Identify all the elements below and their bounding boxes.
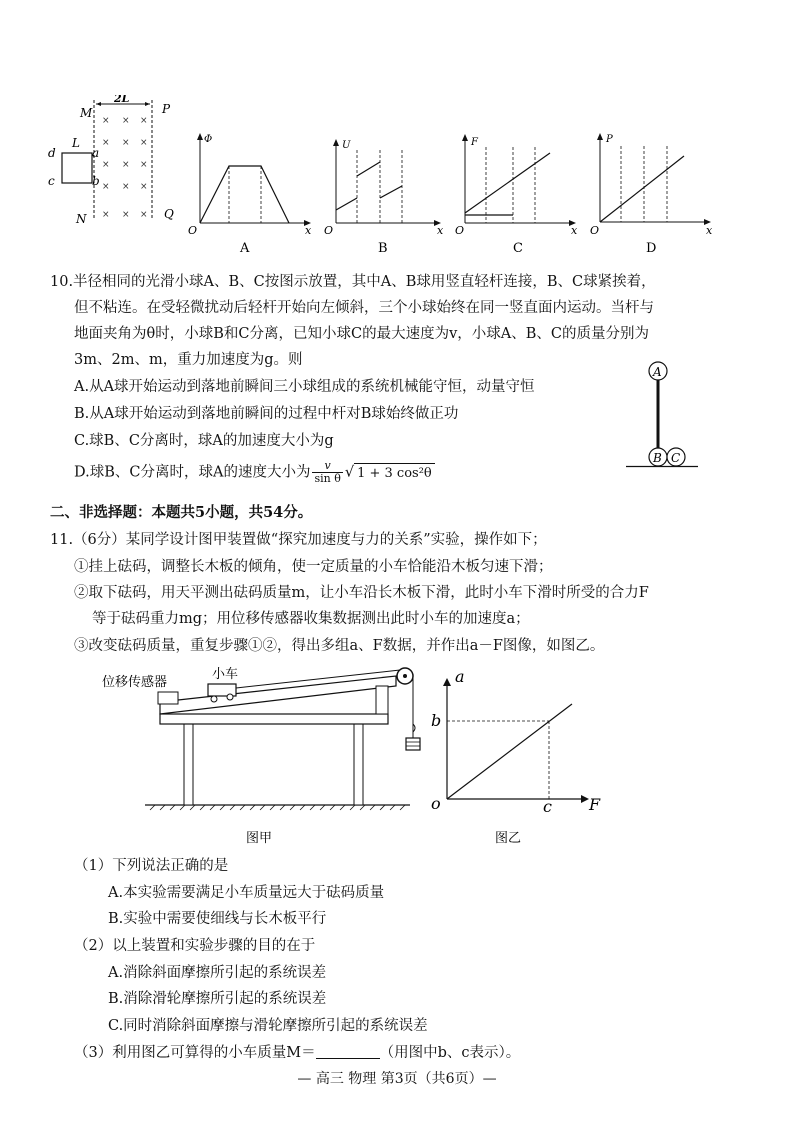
graph-d-origin: O [590,224,600,237]
svg-text:×: × [122,210,130,220]
q10-line-1: 10.半径相同的光滑小球A、B、C按图示放置，其中A、B球用竖直轻杆连接，B、C球紧挨着， [50,274,656,290]
graph-c-ylabel: F [471,137,478,148]
q11-part-2-option-c[interactable]: C.同时消除斜面摩擦与滑轮摩擦所引起的系统误差 [108,1018,428,1034]
svg-text:×: × [140,116,148,126]
yi-b-label: b [431,711,442,730]
svg-text:×: × [102,138,110,148]
svg-text:×: × [140,182,148,192]
q11-step-2a: ②取下砝码，用天平测出砝码质量m，让小车沿长木板下滑，此时小车下滑时所受的合力F [74,585,649,601]
q10-option-b[interactable]: B.从A球开始运动到落地前瞬间的过程中杆对B球始终做正功 [74,406,459,422]
q10-option-d-text: D.球B、C分离时，球A的速度大小为 [74,464,311,481]
svg-text:×: × [140,138,148,148]
svg-text:×: × [102,116,110,126]
graph-b-caption: B [378,241,388,256]
graph-a-caption: A [240,241,250,256]
graph-b-ylabel: U [342,140,351,151]
q11-part-3-suffix: （用图中b、c表示）。 [379,1045,521,1061]
figure-jia-caption: 图甲 [246,831,273,846]
graph-a-origin: O [188,224,198,237]
ball-a-label: A [653,365,662,379]
answer-blank[interactable] [316,1044,380,1059]
field-diagram [40,95,190,230]
car-label: 小车 [212,667,239,682]
q11-part-2-option-b[interactable]: B.消除滑轮摩擦所引起的系统误差 [108,991,327,1007]
graph-a [188,128,318,260]
q10-ball-figure [622,355,702,473]
graph-c-xlabel: x [571,224,578,237]
q11-step-1: ①挂上砝码，调整长木板的倾角，使一定质量的小车恰能沿木板匀速下滑； [74,559,553,575]
q10-option-a[interactable]: A.从A球开始运动到落地前瞬间三小球组成的系统机械能守恒，动量守恒 [74,379,535,395]
page-footer: — 高三 物理 第3页（共6页）— [297,1071,497,1087]
q11-step-2b: 等于砝码重力mg；用位移传感器收集数据测出此时小车的加速度a； [92,611,530,627]
q10-line-3: 地面夹角为θ时，小球B和C分离，已知小球C的最大速度为v，小球A、B、C的质量分别为 [74,326,649,342]
graph-b-origin: O [324,224,334,237]
label-P: P [162,102,171,116]
q11-part-1: （1）下列说法正确的是 [74,858,229,874]
svg-text:×: × [122,116,130,126]
q11-part-2-option-a[interactable]: A.消除斜面摩擦所引起的系统误差 [108,965,327,981]
graph-b-xlabel: x [437,224,444,237]
graph-a-ylabel: Φ [204,134,213,145]
graph-a-xlabel: x [305,224,312,237]
graph-d-ylabel: P [606,134,613,145]
svg-text:×: × [122,138,130,148]
sensor-label: 位移传感器 [102,675,168,690]
label-c: c [48,174,55,188]
svg-text:×: × [102,210,110,220]
q11-line-1: 11.（6分）某同学设计图甲装置做“探究加速度与力的关系”实验，操作如下； [50,532,547,548]
graph-c-caption: C [513,241,523,256]
graph-c-origin: O [455,224,465,237]
figure-jia [100,662,430,852]
label-d: d [48,146,56,160]
label-a: a [92,146,100,160]
label-L: L [72,136,80,150]
svg-text:×: × [140,160,148,170]
q11-part-3-text: （3）利用图乙可算得的小车质量M＝ [74,1045,316,1061]
q11-part-1-option-a[interactable]: A.本实验需要满足小车质量远大于砝码质量 [108,885,385,901]
figure-yi [425,662,615,852]
figure-yi-caption: 图乙 [495,831,522,846]
q11-part-3 [74,1043,520,1063]
yi-axis-a: a [455,667,465,686]
q11-part-1-option-b[interactable]: B.实验中需要使细线与长木板平行 [108,911,327,927]
svg-text:×: × [122,160,130,170]
q10-option-d[interactable] [74,460,435,485]
graph-c [455,125,585,260]
svg-text:×: × [140,210,148,220]
section-2-heading: 二、非选择题：本题共5小题，共54分。 [50,504,313,521]
yi-axis-f: F [589,795,601,814]
q11-step-3: ③改变砝码质量，重复步骤①②，得出多组a、F数据，并作出a－F图像，如图乙。 [74,638,605,654]
q11-part-2: （2）以上装置和实验步骤的目的在于 [74,938,316,954]
label-Q: Q [164,207,174,221]
graph-d [590,124,720,260]
label-M: M [80,106,93,120]
q10-line-2: 但不粘连。在受轻微扰动后轻杆开始向左倾斜，三个小球始终在同一竖直面内运动。当杆与 [74,300,654,316]
svg-text:×: × [122,182,130,192]
ball-b-label: B [653,451,662,465]
svg-text:×: × [102,182,110,192]
ball-c-label: C [671,451,681,465]
q10-option-d-fraction: $\frac{v}{\text{sin θ}}$ [314,459,341,485]
svg-text:×: × [102,160,110,170]
graph-d-xlabel: x [706,224,713,237]
yi-c-label: c [543,797,552,816]
label-N: N [76,212,87,226]
graph-b [322,128,452,260]
label-b: b [92,174,100,188]
q10-line-4: 3m、2m、m，重力加速度为g。则 [74,352,303,368]
sqrt-sign: √ [344,464,355,481]
graph-d-caption: D [646,241,657,256]
yi-origin: o [431,794,441,813]
q10-option-c[interactable]: C.球B、C分离时，球A的加速度大小为g [74,433,334,449]
q10-option-d-radicand: 1 + 3 cos²θ [354,463,435,484]
label-2L: 2L [114,95,130,105]
